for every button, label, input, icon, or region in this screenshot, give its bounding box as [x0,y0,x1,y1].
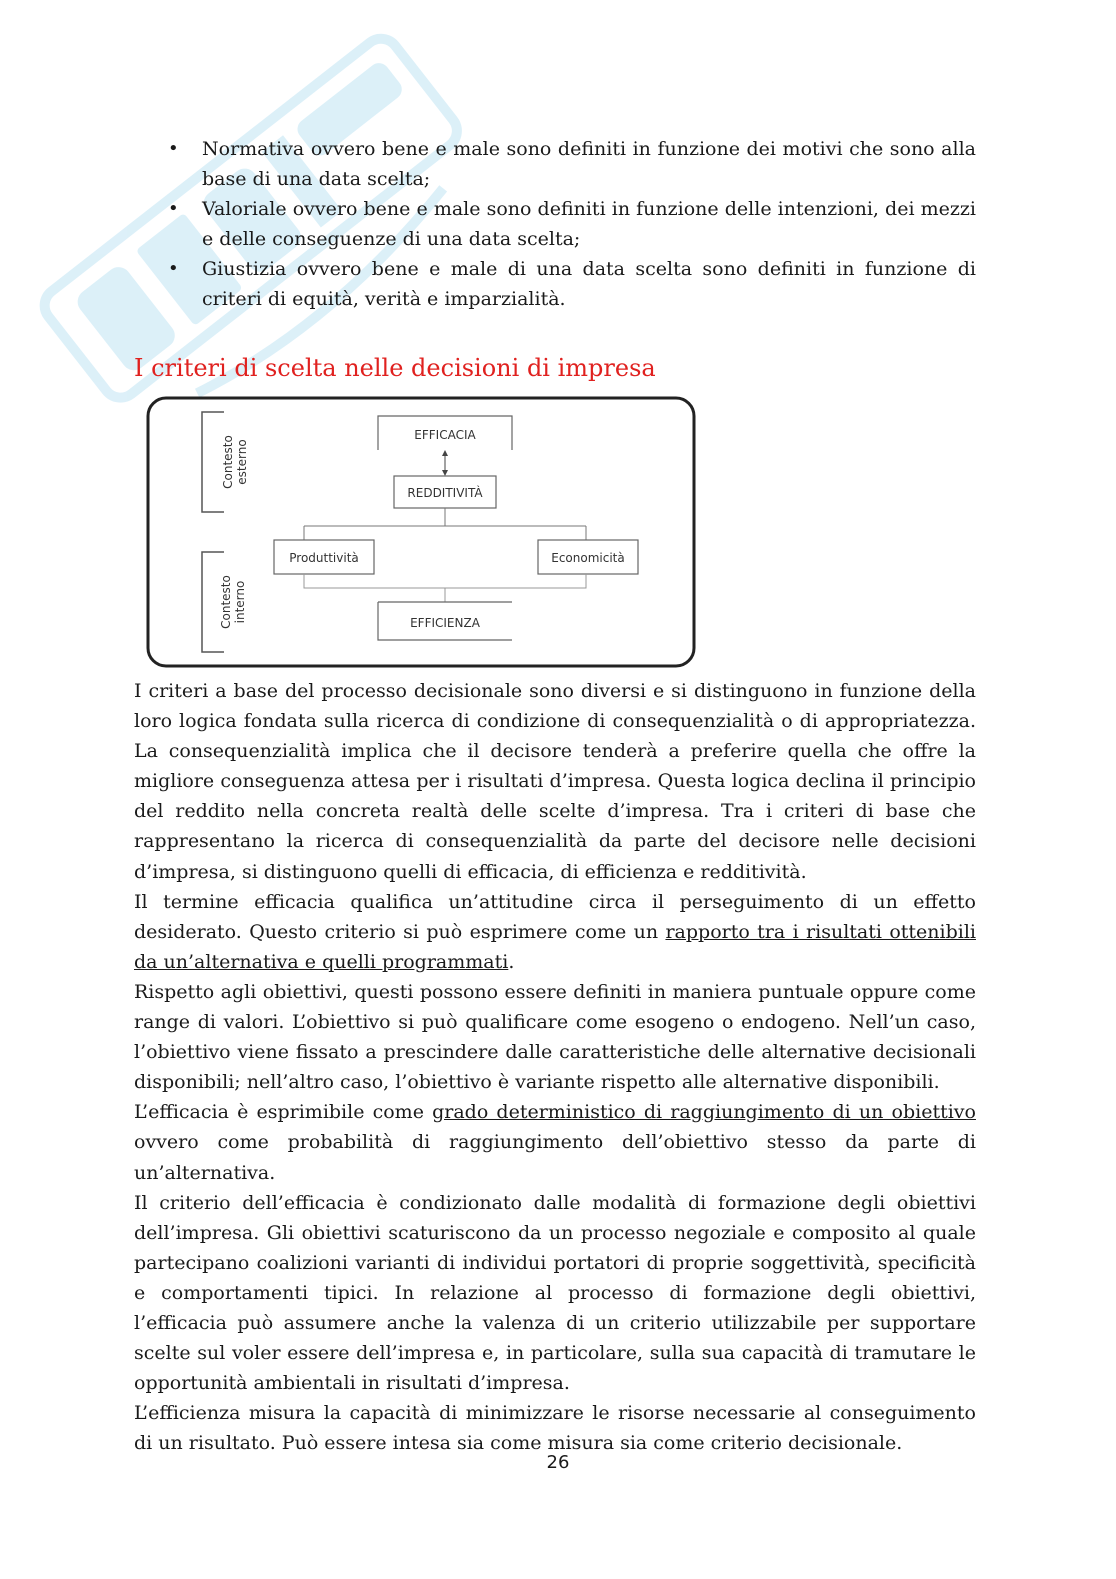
label-economicita: Economicità [551,551,625,565]
paragraph-text: L’efficacia è esprimibile come [134,1101,433,1124]
paragraph: I criteri a base del processo decisionale sono diversi e si distinguono in funzione della loro logica fondata sulla ricerca di condizione di consequenzialità o di appropriatezza. La consequenzialità implica che il decisore tenderà a preferire quella che offre la migliore conseguenza attesa per i risultati d’impresa. Questa logica declina il principio del reddito nella concreta realtà delle scelte d’impresa. Tra i criteri di base che rappresentano la ricerca di consequenzialità da parte del decisore nelle decisioni d’impresa, si distinguono quelli di efficacia, di efficienza e redditività. [134,680,976,883]
underlined-text: grado deterministico di raggiungimento di un obiettivo [432,1101,976,1124]
document-page [134,134,976,1458]
list-item [134,254,976,314]
label-efficienza: EFFICIENZA [410,616,480,630]
paragraph-text: ovvero come probabilità di raggiungimento dell’obiettivo stesso da parte di un’alternativa. [134,1131,976,1184]
bullet-icon: • [168,138,179,159]
label-produttivita: Produttività [289,551,359,565]
paragraph: Il criterio dell’efficacia è condizionato dalle modalità di formazione degli obiettivi dell’impresa. Gli obiettivi scaturiscono da un processo negoziale e composito al quale partecipano coalizioni varianti di individui portatori di proprie soggettività, specificità e comportamenti tipici. In relazione al processo di formazione degli obiettivi, l’efficacia può assumere anche la valenza di un criterio utilizzabile per supportare scelte sul voler essere dell’impresa e, in particolare, sulla sua capacità di tramutare le opportunità ambientali in risultati d’impresa. [134,1191,976,1395]
body-text [134,676,976,1458]
bullet-icon: • [168,198,179,219]
paragraph-text: Il termine efficacia qualifica un’attitudine circa il perseguimento di un effetto desiderato. Questo criterio si può esprimere come un [134,890,976,943]
paragraph [134,1097,976,1187]
label-contesto-esterno-1: Contesto [221,435,235,489]
paragraph: Rispetto agli obiettivi, questi possono essere definiti in maniera puntuale oppure come range di valori. L’obiettivo si può qualificare come esogeno o endogeno. Nell’un caso, l’obiettivo viene fissato a prescindere dalle caratteristiche delle alternative decisionali disponibili; nell’altro caso, l’obiettivo è variante rispetto alle alternative disponibili. [134,980,976,1094]
list-item-text: Giustizia ovvero bene e male di una data scelta sono definiti in funzione di criteri di equità, verità e imparzialità. [202,258,976,310]
label-contesto-interno-2: interno [233,580,247,624]
list-item-text: Normativa ovvero bene e male sono definiti in funzione dei motivi che sono alla base di una data scelta; [202,138,976,190]
paragraph-text: . [508,950,515,973]
bullet-list [134,134,976,314]
underlined-text: rapporto tra i risultati ottenibili da un’alternativa e quelli programmati [134,920,976,973]
page-number: 26 [546,1452,570,1473]
section-title: I criteri di scelta nelle decisioni di impresa [134,354,656,382]
label-efficacia: EFFICACIA [414,428,476,442]
bullet-icon: • [168,258,179,279]
list-item-text: Valoriale ovvero bene e male sono definiti in funzione delle intenzioni, dei mezzi e delle conseguenze di una data scelta; [202,198,976,250]
label-contesto-interno-1: Contesto [219,575,233,629]
list-item [134,134,976,194]
label-contesto-esterno-2: esterno [235,439,249,485]
paragraph [134,887,976,977]
list-item [134,194,976,254]
paragraph: L’efficienza misura la capacità di minimizzare le risorse necessarie al conseguimento di un risultato. Può essere intesa sia come misura sia come criterio decisionale. [134,1402,976,1455]
label-redditivita: REDDITIVITÀ [407,486,483,500]
criteria-diagram [144,394,706,670]
